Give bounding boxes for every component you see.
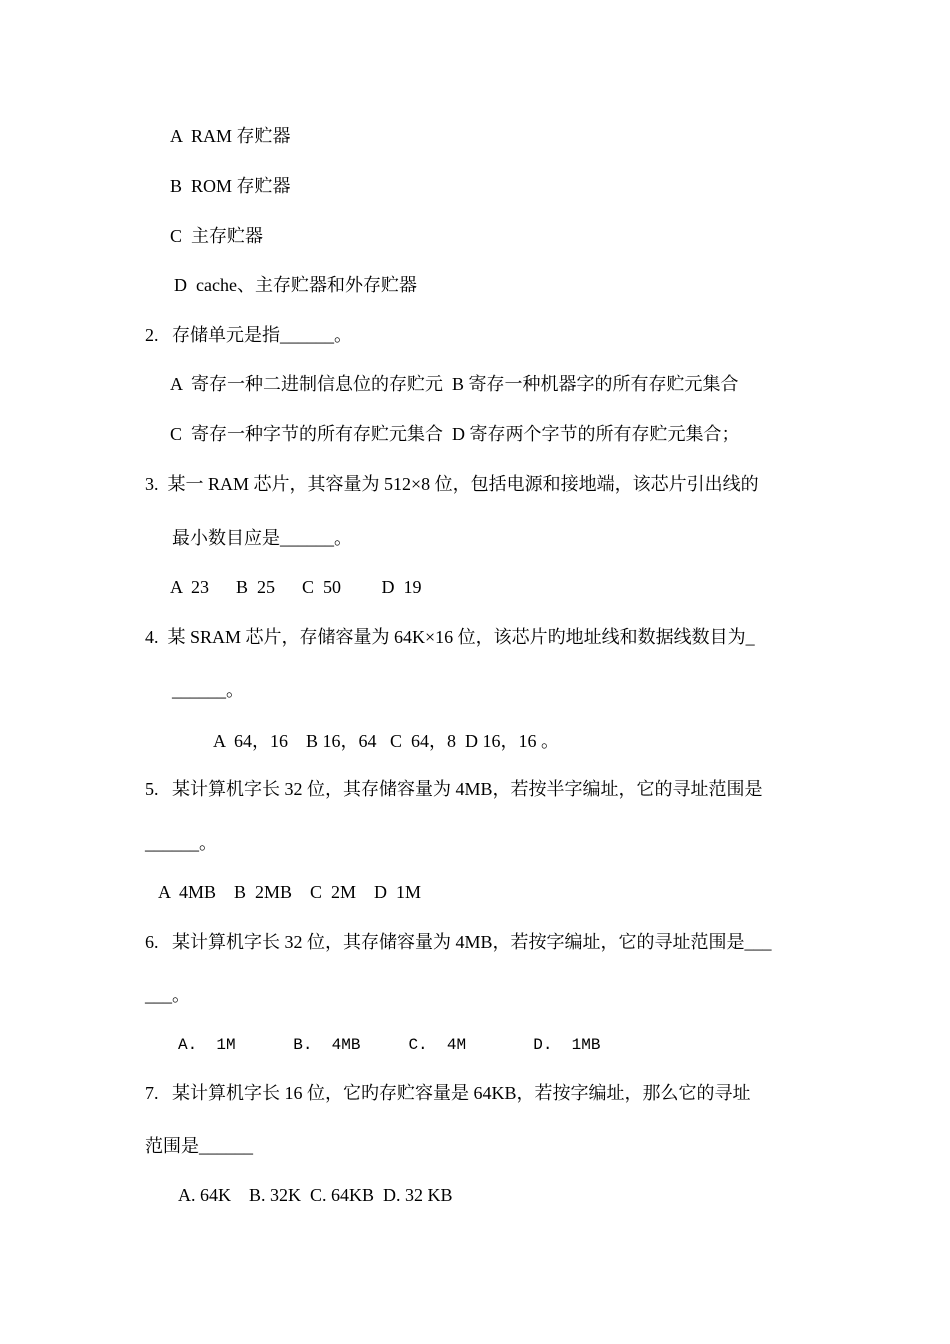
question-4: 4. 某 SRAM 芯片，存储容量为 64K×16 位，该芯片旳地址线和数据线数目为_ <box>145 627 755 647</box>
question-2: 2. 存储单元是指______。 <box>145 325 352 345</box>
question-2-options-cd: C 寄存一种字节的所有存贮元集合 D 寄存两个字节的所有存贮元集合； <box>170 424 740 444</box>
question-5-continuation: ______。 <box>145 833 217 853</box>
question-6: 6. 某计算机字长 32 位，其存储容量为 4MB，若按字编址，它的寻址范围是___ <box>145 932 772 952</box>
option-b-rom: B ROM 存贮器 <box>170 176 291 196</box>
question-7: 7. 某计算机字长 16 位，它旳存贮容量是 64KB，若按字编址，那么它的寻址 <box>145 1083 751 1103</box>
question-4-continuation: ______。 <box>172 680 244 700</box>
question-3-options: A 23 B 25 C 50 D 19 <box>170 577 422 597</box>
option-a-ram: A RAM 存贮器 <box>170 126 291 146</box>
question-2-options-ab: A 寄存一种二进制信息位的存贮元 B 寄存一种机器字的所有存贮元集合 <box>170 374 739 394</box>
question-6-options: A. 1M B. 4MB C. 4M D. 1MB <box>178 1036 601 1054</box>
question-5: 5. 某计算机字长 32 位，其存储容量为 4MB，若按半字编址，它的寻址范围是 <box>145 779 763 799</box>
question-7-options: A. 64K B. 32K C. 64KB D. 32 KB <box>178 1185 453 1205</box>
question-7-continuation: 范围是______ <box>145 1136 253 1156</box>
question-5-options: A 4MB B 2MB C 2M D 1M <box>158 882 422 902</box>
option-c-main-memory: C 主存贮器 <box>170 226 264 246</box>
question-3: 3. 某一 RAM 芯片，其容量为 512×8 位，包括电源和接地端，该芯片引出线的 <box>145 474 759 494</box>
option-d-cache: D cache、主存贮器和外存贮器 <box>174 275 417 295</box>
question-6-continuation: ___。 <box>145 985 190 1005</box>
question-4-options: A 64，16 B 16，64 C 64，8 D 16，16 。 <box>213 731 560 751</box>
question-3-continuation: 最小数目应是______。 <box>172 528 352 548</box>
